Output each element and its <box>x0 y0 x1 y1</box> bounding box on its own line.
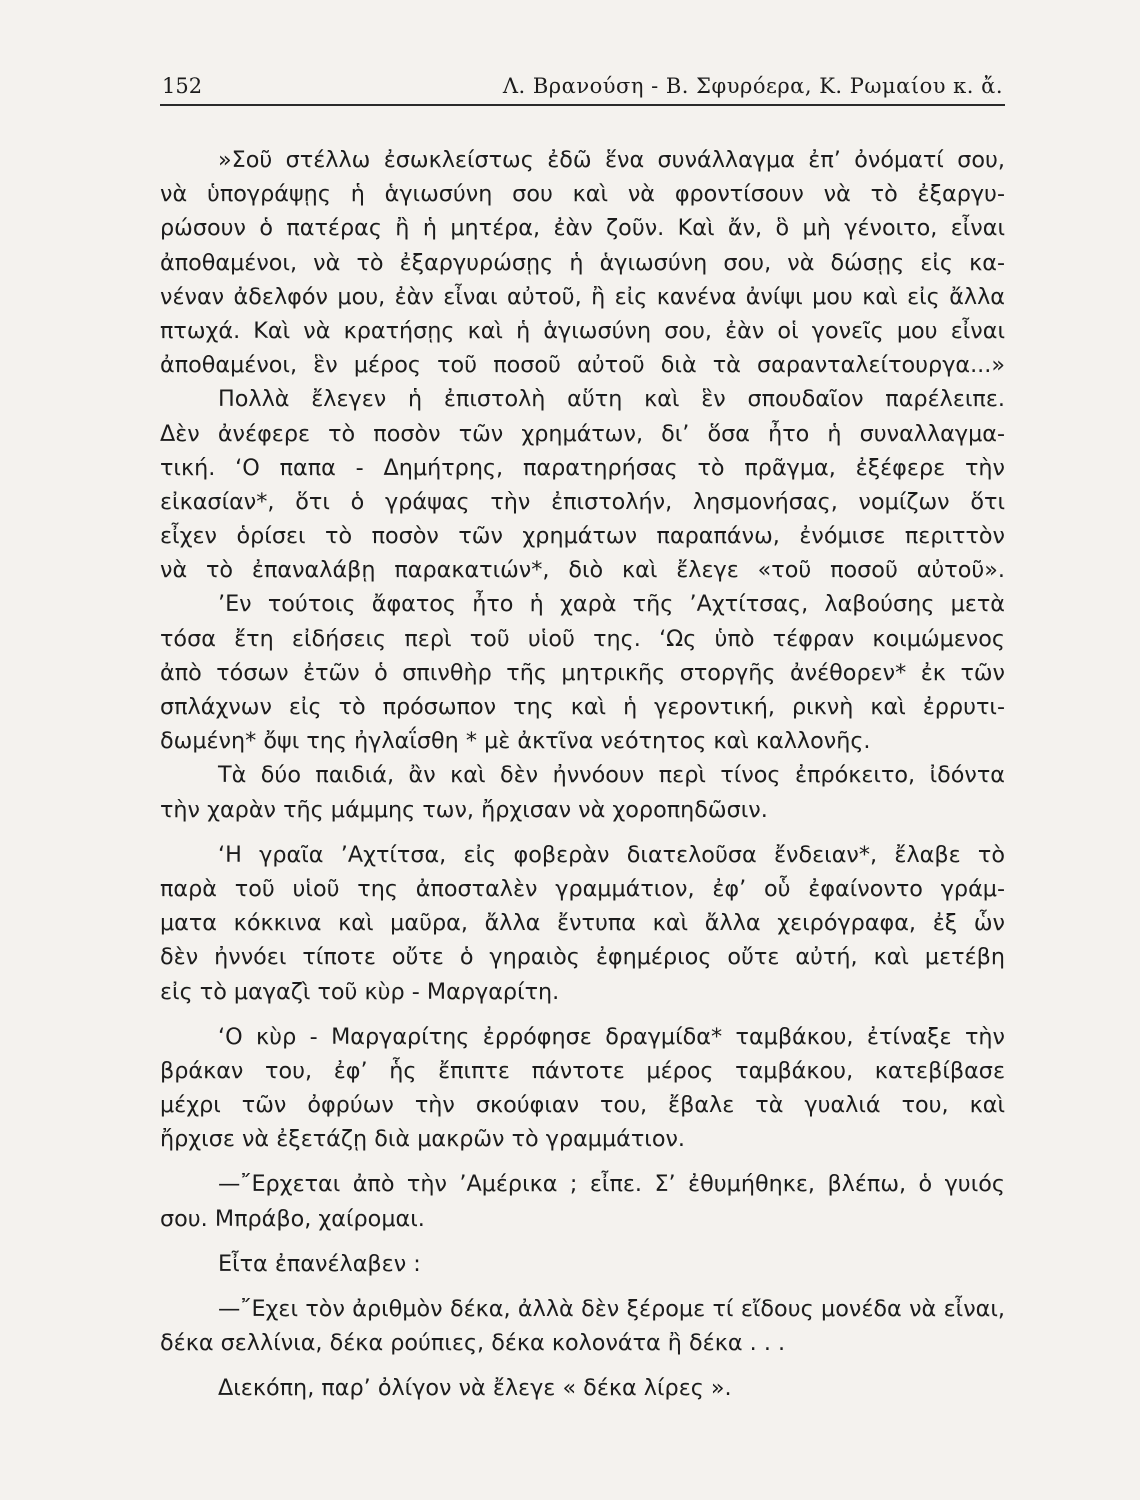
text-line: πτωχά. Καὶ νὰ κρατήσῃς καὶ ἡ ἁγιωσύνη σου, ἐὰν οἱ γονεῖς μου εἶναι <box>160 317 1005 344</box>
text-line: βράκαν του, ἐφ’ ἧς ἔπιπτε πάντοτε μέρος ταμβάκου, κατεβίβασε <box>160 1057 1005 1084</box>
text-line: ἤρχισε νὰ ἐξετάζῃ διὰ μακρῶν τὸ γραμμάτιον. <box>160 1126 686 1153</box>
text-line: εἶχεν ὁρίσει τὸ ποσὸν τῶν χρημάτων παραπάνω, ἐνόμισε περιττὸν <box>160 523 1005 550</box>
text-line: νὰ τὸ ἐπαναλάβῃ παρακατιών*, διὸ καὶ ἔλεγε «τοῦ ποσοῦ αὐτοῦ». <box>160 557 1005 584</box>
text-line: δωμένη* ὄψι της ἠγλαΐσθη * μὲ ἀκτῖνα νεότητος καὶ καλλονῆς. <box>160 728 871 755</box>
text-line: ’Εν τούτοις ἄφατος ἦτο ἡ χαρὰ τῆς ’Αχτίτσας, λαβούσης μετὰ <box>218 591 1005 618</box>
text-line: τική. ‘Ο παπα - Δημήτρης, παρατηρήσας τὸ πρᾶγμα, ἐξέφερε τὴν <box>160 454 1005 481</box>
text-line: —῎Ερχεται ἀπὸ τὴν ’Αμέρικα ; εἶπε. Σ’ ἐθυμήθηκε, βλέπω, ὁ γυιός <box>218 1171 1005 1198</box>
text-line: τὴν χαρὰν τῆς μάμμης των, ἤρχισαν νὰ χοροπηδῶσιν. <box>160 796 768 823</box>
text-line: »Σοῦ στέλλω ἐσωκλείστως ἐδῶ ἕνα συνάλλαγμα ἐπ’ ὀνόματί σου, <box>218 147 1005 173</box>
text-line: σου. Μπράβο, χαίρομαι. <box>160 1205 425 1232</box>
text-line: ρώσουν ὁ πατέρας ἢ ἡ μητέρα, ἐὰν ζοῦν. Καὶ ἄν, ὃ μὴ γένοιτο, εἶναι <box>160 215 1005 242</box>
text-line: δὲν ἠννόει τίποτε οὔτε ὁ γηραιὸς ἐφημέριος οὔτε αὐτή, καὶ μετέβη <box>160 944 1005 971</box>
running-head: Λ. Βρανούση - Β. Σφυρόερα, Κ. Ρωμαίου κ. ἄ. <box>502 74 1003 98</box>
text-line: ‘Η γραῖα ’Αχτίτσα, εἰς φοβερὰν διατελοῦσα ἔνδειαν*, ἔλαβε τὸ <box>218 841 1005 868</box>
text-line: παρὰ τοῦ υἱοῦ της ἀποσταλὲν γραμμάτιον, ἐφ’ οὗ ἐφαίνοντο γράμ- <box>160 875 1005 902</box>
text-line: δέκα σελλίνια, δέκα ρούπιες, δέκα κολονάτα ἢ δέκα . . . <box>160 1330 786 1357</box>
text-line: εἰς τὸ μαγαζὶ τοῦ κὺρ - Μαργαρίτη. <box>160 978 560 1005</box>
text-line: ‘Ο κὺρ - Μαργαρίτης ἐρρόφησε δραγμίδα* ταμβάκου, ἐτίναξε τὴν <box>218 1023 1005 1050</box>
page-header <box>160 70 1005 106</box>
text-line: ἀπὸ τόσων ἐτῶν ὁ σπινθὴρ τῆς μητρικῆς στοργῆς ἀνέθορεν* ἐκ τῶν <box>160 659 1005 686</box>
text-line: Πολλὰ ἔλεγεν ἡ ἐπιστολὴ αὕτη καὶ ἓν σπουδαῖον παρέλειπε. <box>218 386 1005 413</box>
text-line: εἰκασίαν*, ὅτι ὁ γράψας τὴν ἐπιστολήν, λησμονήσας, νομίζων ὅτι <box>160 488 1005 515</box>
text-line: ἀποθαμένοι, νὰ τὸ ἐξαργυρώσῃς ἡ ἁγιωσύνη σου, νὰ δώσῃς εἰς κα- <box>160 249 1005 276</box>
page-number: 152 <box>162 74 203 98</box>
text-line: σπλάχνων εἰς τὸ πρόσωπον της καὶ ἡ γεροντική, ρικνὴ καὶ ἐρρυτι- <box>160 694 1005 720</box>
text-line: νὰ ὑπογράψῃς ἡ ἁγιωσύνη σου καὶ νὰ φροντίσουν νὰ τὸ ἐξαργυ- <box>160 181 1005 208</box>
body-text <box>160 143 1005 1406</box>
text-line: τόσα ἔτη εἰδήσεις περὶ τοῦ υἱοῦ της. ‘Ως ὑπὸ τέφραν κοιμώμενος <box>160 625 1005 652</box>
text-line: ἀποθαμένοι, ἓν μέρος τοῦ ποσοῦ αὐτοῦ διὰ τὰ σαρανταλείτουργα...» <box>160 352 1005 379</box>
text-line: μέχρι τῶν ὀφρύων τὴν σκούφιαν του, ἔβαλε τὰ γυαλιά του, καὶ <box>160 1092 1005 1119</box>
text-line: ματα κόκκινα καὶ μαῦρα, ἄλλα ἔντυπα καὶ ἄλλα χειρόγραφα, ἐξ ὧν <box>160 910 1005 937</box>
text-line: Δὲν ἀνέφερε τὸ ποσὸν τῶν χρημάτων, δι’ ὅσα ἦτο ἡ συναλλαγμα- <box>160 420 1005 447</box>
text-line: νέναν ἀδελφόν μου, ἐὰν εἶναι αὐτοῦ, ἢ εἰς κανένα ἀνίψι μου καὶ εἰς ἄλλα <box>160 283 1005 310</box>
text-line: Διεκόπη, παρ’ ὀλίγον νὰ ἔλεγε « δέκα λίρες ». <box>218 1375 732 1402</box>
text-line: Εἶτα ἐπανέλαβεν : <box>218 1250 421 1277</box>
text-line: —῎Εχει τὸν ἀριθμὸν δέκα, ἀλλὰ δὲν ξέρομε τί εἴδους μονέδα νὰ εἶναι, <box>218 1296 1005 1322</box>
text-line: Τὰ δύο παιδιά, ἂν καὶ δὲν ἠννόουν περὶ τίνος ἐπρόκειτο, ἰδόντα <box>218 762 1005 789</box>
